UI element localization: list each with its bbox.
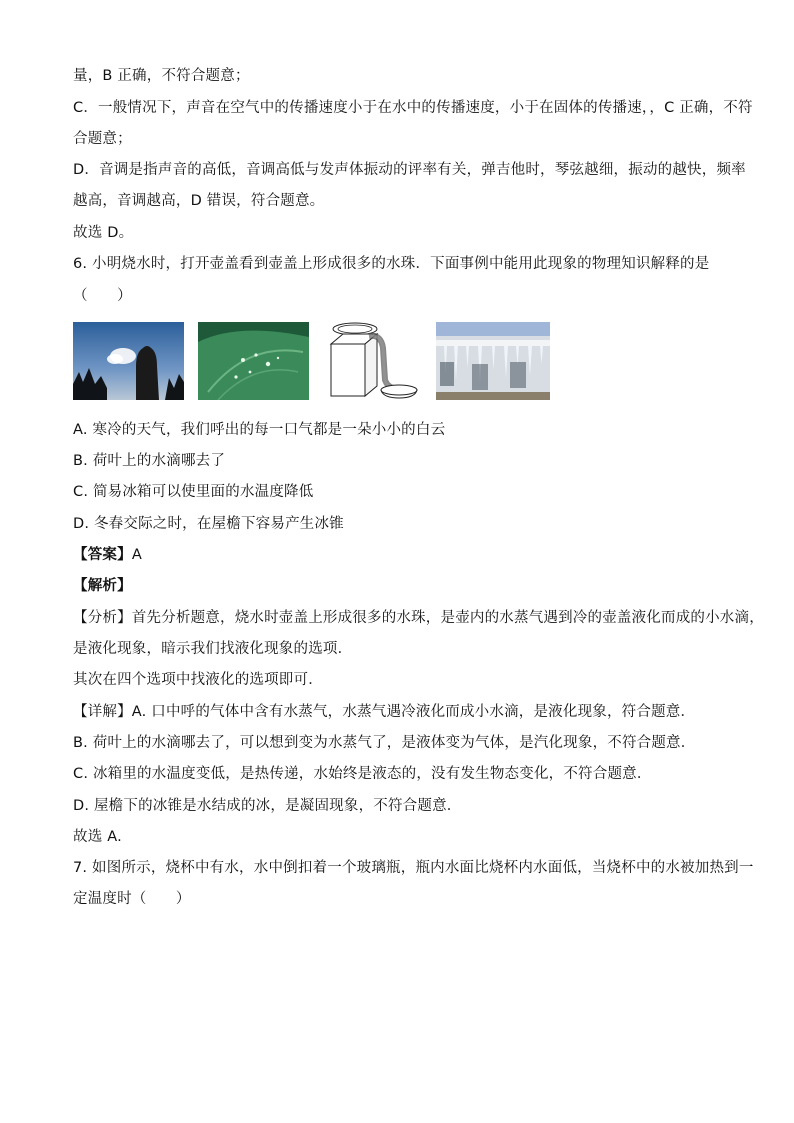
analysis-line: 【分析】首先分析题意，烧水时壶盖上形成很多的水珠，是壶内的水蒸气遇到冷的壶盖液化而成的小水滴， [73, 610, 764, 626]
simple-fridge-drawing [325, 322, 419, 400]
icicles-image [436, 322, 550, 400]
text-line: D．音调是指声音的高低，音调高低与发声体振动的评率有关，弹吉他时，琴弦越细，振动的越快，频率 [73, 162, 746, 178]
analysis-line: C. 冰箱里的水温度变低，是热传递，水始终是液态的，没有发生物态变化，不符合题意． [73, 766, 652, 782]
analysis-line: 是液化现象，暗示我们找液化现象的选项． [73, 641, 353, 657]
answer-label: 【答案】 [73, 547, 132, 563]
question-6-blank: （ ） [73, 288, 132, 304]
text-line: 量，B 正确，不符合题意； [73, 68, 250, 84]
option-a: A. 寒冷的天气，我们呼出的每一口气都是一朵小小的白云 [73, 422, 446, 438]
analysis-line: B. 荷叶上的水滴哪去了，可以想到变为水蒸气了，是液体变为气体，是汽化现象，不符合题意． [73, 735, 696, 751]
text-line: C．一般情况下，声音在空气中的传播速度小于在水中的传播速度，小于在固体的传播速，，C 正确，不符 [73, 100, 753, 116]
analysis-label: 【解析】 [73, 578, 132, 594]
lotus-leaf-droplets-image [198, 322, 309, 400]
option-c: C. 简易冰箱可以使里面的水温度降低 [73, 484, 314, 500]
analysis-line: D. 屋檐下的冰锥是水结成的冰，是凝固现象，不符合题意． [73, 798, 462, 814]
analysis-line: 其次在四个选项中找液化的选项即可． [73, 672, 323, 688]
question-7-stem-cont: 定温度时（ ） [73, 891, 191, 907]
breath-cloud-image [73, 322, 184, 400]
question-6-stem: 6. 小明烧水时，打开壶盖看到壶盖上形成很多的水珠．下面事例中能用此现象的物理知识解释的是 [73, 256, 710, 272]
answer-line [73, 545, 733, 565]
option-images [73, 322, 553, 400]
answer-value: A [131, 547, 142, 563]
analysis-line: 【详解】A. 口中呼的气体中含有水蒸气，水蒸气遇冷液化而成小水滴，是液化现象，符合题意． [73, 704, 696, 720]
analysis-line: 故选 A. [73, 829, 122, 845]
option-d: D. 冬春交际之时，在屋檐下容易产生冰锥 [73, 516, 344, 532]
text-line: 故选 D。 [73, 225, 134, 241]
question-7-stem: 7. 如图所示，烧杯中有水，水中倒扣着一个玻璃瓶，瓶内水面比烧杯内水面低，当烧杯中的水被加热到一 [73, 860, 754, 876]
text-line: 越高，音调越高，D 错误，符合题意。 [73, 193, 325, 209]
option-b: B. 荷叶上的水滴哪去了 [73, 453, 226, 469]
text-line: 合题意； [73, 131, 132, 147]
